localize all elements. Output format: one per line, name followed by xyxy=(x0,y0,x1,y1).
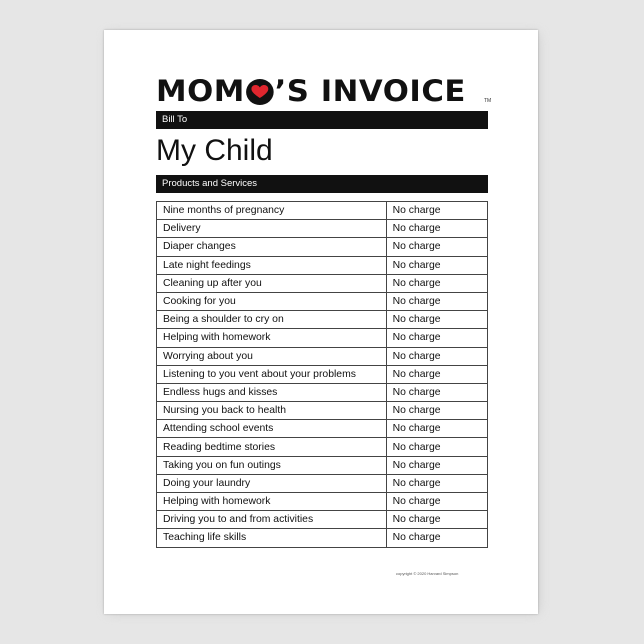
table-row xyxy=(157,511,488,529)
invoice-title xyxy=(156,72,512,110)
service-cell: Helping with homework xyxy=(157,493,387,511)
service-cell: Taking you on fun outings xyxy=(157,456,387,474)
charge-cell: No charge xyxy=(386,256,487,274)
service-cell: Cooking for you xyxy=(157,292,387,310)
table-row xyxy=(157,202,488,220)
charge-cell: No charge xyxy=(386,511,487,529)
service-cell: Listening to you vent about your problems xyxy=(157,365,387,383)
service-cell: Cleaning up after you xyxy=(157,274,387,292)
service-cell: Doing your laundry xyxy=(157,474,387,492)
table-row xyxy=(157,311,488,329)
table-row xyxy=(157,402,488,420)
table-row xyxy=(157,256,488,274)
invoice-poster xyxy=(104,30,538,614)
table-row xyxy=(157,383,488,401)
table-row xyxy=(157,474,488,492)
charge-cell: No charge xyxy=(386,311,487,329)
charge-cell: No charge xyxy=(386,420,487,438)
charge-cell: No charge xyxy=(386,292,487,310)
charge-cell: No charge xyxy=(386,347,487,365)
table-row xyxy=(157,238,488,256)
charge-cell: No charge xyxy=(386,202,487,220)
table-row xyxy=(157,220,488,238)
charge-cell: No charge xyxy=(386,493,487,511)
bill-to-bar: Bill To xyxy=(156,111,488,129)
service-cell: Attending school events xyxy=(157,420,387,438)
trademark-mark: TM xyxy=(484,98,492,104)
charge-cell: No charge xyxy=(386,274,487,292)
service-cell: Helping with homework xyxy=(157,329,387,347)
service-cell: Delivery xyxy=(157,220,387,238)
service-cell: Driving you to and from activities xyxy=(157,511,387,529)
recipient-name: My Child xyxy=(156,134,273,167)
title-text: ’S INVOICE xyxy=(274,74,466,108)
title-letter-m: MOM xyxy=(156,74,245,108)
charge-cell: No charge xyxy=(386,220,487,238)
table-row xyxy=(157,274,488,292)
service-cell: Endless hugs and kisses xyxy=(157,383,387,401)
service-cell: Nine months of pregnancy xyxy=(157,202,387,220)
table-row xyxy=(157,456,488,474)
table-row xyxy=(157,292,488,310)
charge-cell: No charge xyxy=(386,383,487,401)
heart-icon xyxy=(246,79,274,105)
services-table xyxy=(156,201,488,548)
charge-cell: No charge xyxy=(386,365,487,383)
charge-cell: No charge xyxy=(386,329,487,347)
table-row xyxy=(157,365,488,383)
charge-cell: No charge xyxy=(386,438,487,456)
service-cell: Being a shoulder to cry on xyxy=(157,311,387,329)
service-cell: Reading bedtime stories xyxy=(157,438,387,456)
service-cell: Teaching life skills xyxy=(157,529,387,547)
table-row xyxy=(157,420,488,438)
service-cell: Late night feedings xyxy=(157,256,387,274)
service-cell: Nursing you back to health xyxy=(157,402,387,420)
charge-cell: No charge xyxy=(386,238,487,256)
charge-cell: No charge xyxy=(386,474,487,492)
table-row xyxy=(157,529,488,547)
table-row xyxy=(157,329,488,347)
table-row xyxy=(157,493,488,511)
table-row xyxy=(157,438,488,456)
charge-cell: No charge xyxy=(386,456,487,474)
service-cell: Diaper changes xyxy=(157,238,387,256)
service-cell: Worrying about you xyxy=(157,347,387,365)
table-row xyxy=(157,347,488,365)
charge-cell: No charge xyxy=(386,402,487,420)
products-services-bar: Products and Services xyxy=(156,175,488,193)
copyright-notice: copyright © 2020 Harvard Simpson xyxy=(396,571,459,576)
charge-cell: No charge xyxy=(386,529,487,547)
